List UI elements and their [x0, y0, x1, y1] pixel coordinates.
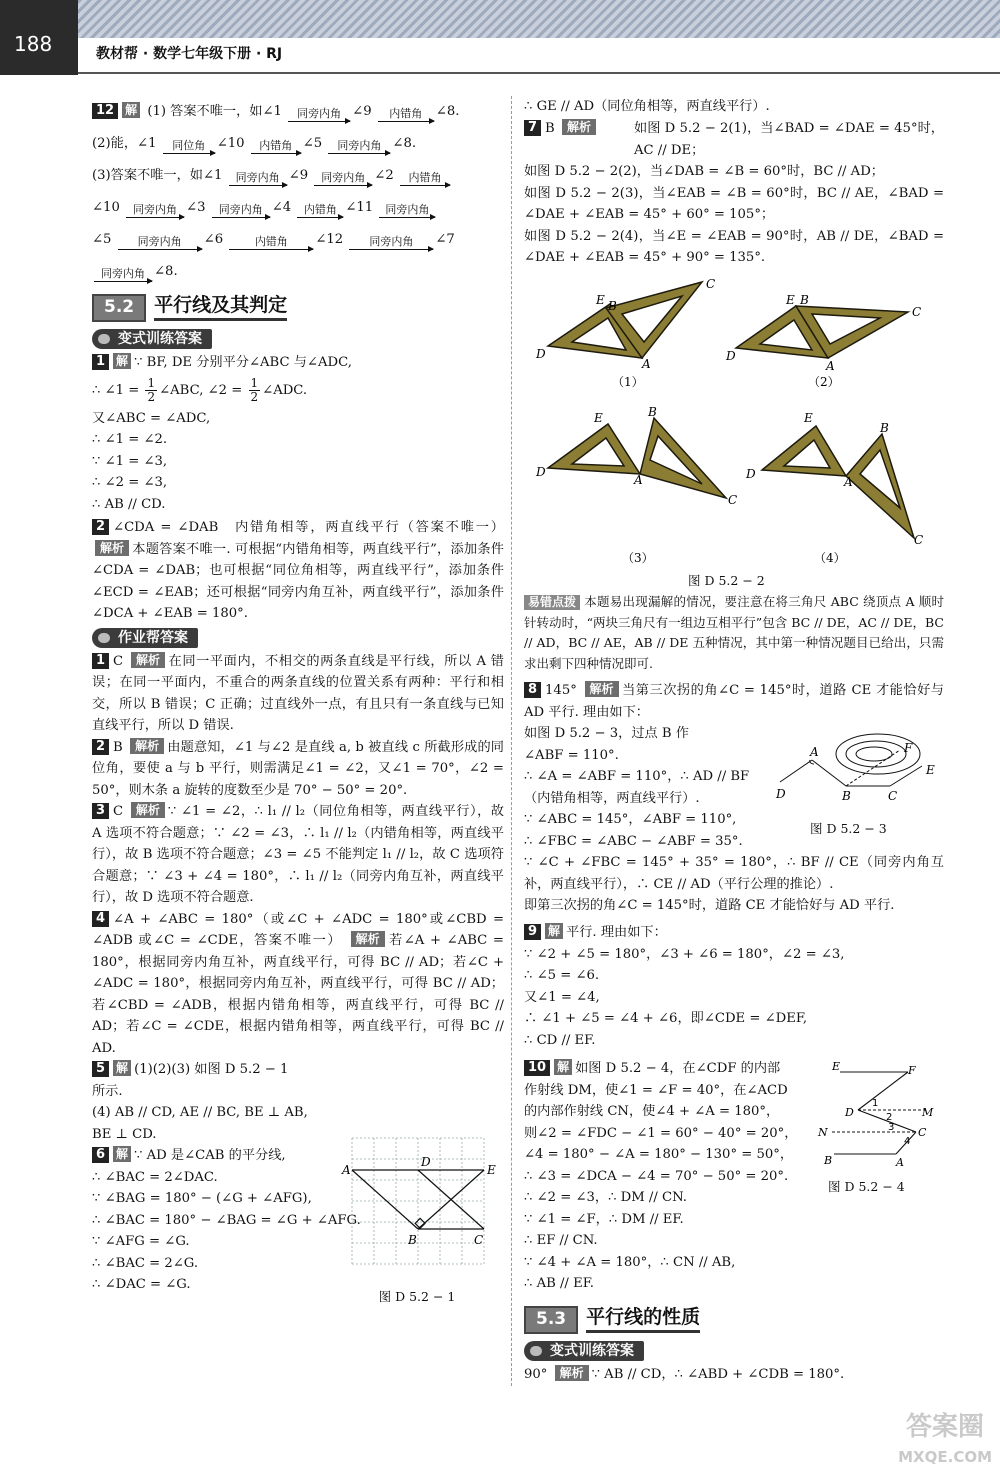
text: ∴ ∠2 = ∠3,	[92, 475, 168, 490]
point-label: B	[842, 789, 851, 803]
watermark-url: MXQE.COM	[898, 1448, 992, 1466]
question-number: 10	[524, 1060, 550, 1076]
text: ∴ ∠BAC = 2∠DAC.	[92, 1169, 218, 1185]
subsection-tag: 变式训练答案	[524, 1341, 644, 1361]
text: 作射线 DM，使∠1 = ∠F = 40°，在∠ACD	[524, 1082, 788, 1098]
text: 如图 D 5.2 − 3，过点 B 作	[524, 726, 689, 741]
question-number: 6	[92, 1147, 109, 1163]
subfigure-caption: （4）	[814, 551, 846, 565]
text: ∠8.	[392, 136, 417, 151]
text: (3)答案不唯一，如∠1	[92, 168, 223, 183]
question-number: 9	[524, 924, 541, 940]
question-number: 1	[92, 354, 109, 370]
point-label: C	[918, 1126, 927, 1139]
text: ∠9	[288, 168, 309, 183]
arrow: 同旁内角	[379, 204, 435, 218]
homework-answer-3	[92, 801, 504, 909]
text: ∴ GE // AD（同位角相等，两直线平行）.	[524, 99, 770, 114]
answer-10	[524, 1058, 814, 1295]
subfigure-caption: （2）	[808, 375, 840, 389]
analysis-text: ∵ AB // CD，∴ ∠ABD + ∠CDB = 180°.	[591, 1367, 845, 1382]
variant-answer-1	[92, 352, 504, 515]
text: （内错角相等，两直线平行）.	[524, 790, 700, 806]
subsection-tag: 作业帮答案	[92, 628, 198, 648]
text: ∵ ∠C + ∠FBC = 145° + 35° = 180°，∴ BF // CE（同旁内角互补，两直线平行），∴ CE // AD（平行公理的推论）.	[524, 855, 944, 892]
answer-text: B	[113, 739, 123, 755]
book-title: 教材帮 · 数学七年级下册 · RJ	[96, 46, 283, 62]
text: 如图 D 5.2 − 2(4)，当∠E = ∠EAB = 90°时，AB // DE，∠BAD = ∠DAE + ∠EAB = 45° + 90° = 135°.	[524, 228, 944, 265]
text: (4) AB // CD, AE // BC, BE ⊥ AB,	[92, 1105, 308, 1120]
text: ∵ ∠4 + ∠A = 180°，∴ CN // AB,	[524, 1254, 736, 1270]
text: ∠10	[92, 200, 120, 215]
fraction: $\frac{1}{2}$	[250, 375, 259, 404]
text: ∵ ∠1 = ∠3,	[92, 453, 168, 469]
arrow: 同旁内角	[126, 204, 184, 218]
point-label: D	[845, 1106, 854, 1119]
text: ∵ BF, DE 分别平分∠ABC 与∠ADC,	[134, 355, 352, 370]
point-label: A	[642, 357, 651, 371]
arrow: 内错角	[400, 172, 450, 186]
text: ∴ ∠1 =	[92, 382, 140, 398]
text: ∵ ∠2 + ∠5 = 180°，∠3 + ∠6 = 180°，∠2 = ∠3,	[524, 946, 845, 962]
point-label: E	[487, 1163, 496, 1177]
text: ∠5	[92, 232, 112, 247]
solution-tag: 解	[554, 1059, 572, 1075]
solution-tag: 解	[113, 353, 131, 369]
subsection-tag: 变式训练答案	[92, 329, 212, 349]
point-label: B	[408, 1233, 417, 1247]
analysis-tag: 解析	[585, 681, 619, 697]
section-title: 平行线的性质	[586, 1307, 700, 1333]
arrow: 同旁内角	[94, 268, 152, 282]
point-label: D	[421, 1155, 431, 1169]
text: ∴ AB // CD.	[92, 496, 166, 512]
solution-tag: 解	[113, 1060, 131, 1076]
point-label: A	[634, 473, 643, 487]
section-number: 5.3	[524, 1306, 578, 1334]
text: ∠12	[315, 232, 344, 247]
angle-label: 4	[904, 1136, 911, 1147]
text: ∠ABF = 110°.	[524, 747, 619, 763]
arrow: 内错角	[251, 140, 301, 154]
text: ∠ADC.	[262, 382, 308, 398]
figure-d5-2-2	[530, 276, 940, 596]
answer-text: C	[113, 653, 124, 669]
page-number-block	[0, 0, 78, 75]
text: ∴ ∠1 + ∠5 = ∠4 + ∠6，即∠CDE = ∠DEF,	[524, 1011, 808, 1026]
figure-caption: 图 D 5.2 − 3	[810, 821, 887, 836]
text: ∠ABC, ∠2 =	[159, 382, 243, 398]
solution-tag: 解	[545, 923, 563, 939]
text: ∠7	[435, 232, 455, 247]
text: 又∠ABC = ∠ADC,	[92, 410, 211, 426]
point-label: B	[800, 293, 809, 307]
homework-answer-4	[92, 909, 504, 1060]
analysis-tag: 解析	[95, 540, 129, 556]
point-label: E	[926, 763, 935, 777]
header-rule	[78, 72, 1000, 74]
point-label: C	[728, 493, 738, 507]
homework-answer-2	[92, 737, 504, 802]
text: ∠4 = 180° − ∠A = 180° − 130° = 50°，	[524, 1147, 794, 1162]
figure-caption: 图 D 5.2 − 4	[828, 1179, 905, 1194]
point-label: E	[786, 293, 795, 307]
text: ∠8.	[435, 104, 460, 119]
ray-diagram	[812, 1058, 942, 1173]
text: 又∠1 = ∠4,	[524, 989, 600, 1005]
subfigure-caption: （1）	[612, 375, 644, 389]
answer-text: ∠CDA = ∠DAB 内错角相等，两直线平行（答案不唯一）	[113, 520, 504, 535]
question-number: 1	[92, 653, 109, 669]
analysis-text: 本题答案不唯一. 可根据“内错角相等，两直线平行”，添加条件∠CDA = ∠DAB；也可根据“同位角相等，两直线平行”，添加条件∠ECD = ∠EAB；还可根据“同旁内角互补，两直线平行”，添加条件∠DCA + ∠EAB = 180°.	[92, 541, 504, 621]
arrow: 同位角	[163, 140, 215, 154]
answer-text: C	[113, 804, 124, 819]
question-number: 3	[92, 803, 109, 819]
point-label: A	[896, 1156, 904, 1169]
point-label: A	[844, 475, 853, 489]
road-diagram	[770, 730, 945, 812]
watermark-text: 答案圈	[906, 1412, 985, 1442]
analysis-text: 当第三次拐的角∠C = 145°时，道路 CE 才能恰好与 AD 平行. 理由如下：	[524, 683, 944, 720]
text: ∠3	[186, 200, 206, 215]
text: 所示.	[92, 1083, 123, 1099]
analysis-tag: 解析	[130, 738, 164, 754]
point-label: N	[818, 1126, 828, 1139]
answer-text: 90°	[524, 1367, 548, 1382]
analysis-tag: 解析	[555, 1365, 589, 1381]
point-label: B	[648, 405, 657, 419]
analysis-text: 在同一平面内，不相交的两条直线是平行线，所以 A 错误；在同一平面内，不重合的两条直线的位置关系有两种：平行和相交，所以 B 错误；C 正确；过直线外一点，有且只有一条直线与已知直线平行，所以 D 错误.	[92, 653, 504, 733]
arrow: 同旁内角	[328, 140, 390, 154]
text: ∵ AD 是∠CAB 的平分线,	[134, 1148, 286, 1163]
point-label: C	[912, 305, 922, 319]
arrow: 内错角	[378, 108, 434, 122]
section-heading	[524, 1306, 944, 1334]
homework-answer-5	[92, 1059, 342, 1145]
point-label: F	[904, 741, 913, 755]
text: ∠6	[203, 232, 224, 247]
error-tip	[524, 592, 944, 674]
arrow: 同旁内角	[349, 236, 433, 250]
section-number: 5.2	[92, 294, 146, 322]
arrow: 同旁内角	[229, 172, 287, 186]
point-label: E	[596, 293, 605, 307]
column-divider	[511, 96, 512, 1386]
question-number: 2	[92, 739, 109, 755]
question-number: 2	[92, 519, 109, 535]
analysis-tag: 解析	[131, 652, 165, 668]
analysis-text: 由题意知，∠1 与∠2 是直线 a, b 被直线 c 所截形成的同位角，要使 a 与 b 平行，则需满足∠1 = ∠2，又∠1 = 70°，∠2 = 50°，则木条 a 旋转的度数至少是 70° − 50° = 20°.	[92, 739, 504, 798]
left-column	[92, 96, 504, 1296]
figure-caption: 图 D 5.2 − 2	[688, 573, 765, 588]
text: ∴ AB // EF.	[524, 1276, 594, 1291]
text: ∵ ∠1 = ∠F，∴ DM // EF.	[524, 1211, 684, 1227]
point-label: A	[810, 745, 819, 759]
point-label: C	[706, 277, 716, 291]
point-label: E	[832, 1060, 841, 1073]
text: 平行. 理由如下：	[566, 925, 667, 940]
answer-7	[524, 118, 944, 269]
analysis-tag: 解析	[351, 931, 385, 947]
question-number: 5	[92, 1061, 109, 1077]
triangles-diagram	[530, 276, 940, 576]
text: 如图 D 5.2 − 2(1)，当∠BAD = ∠DAE = 45°时，AC // DE；	[634, 121, 944, 158]
answer-9	[524, 922, 944, 1051]
point-label: C	[474, 1233, 484, 1247]
text: ∠4	[271, 200, 292, 215]
analysis-tag: 解析	[562, 119, 596, 135]
text: 的内部作射线 CN，使∠4 + ∠A = 180°，	[524, 1104, 780, 1119]
section-5-3	[524, 1300, 944, 1386]
homework-answer-1	[92, 651, 504, 737]
right-column	[524, 96, 944, 269]
text: (2)能，∠1	[92, 136, 157, 151]
solution-tag: 解	[113, 1146, 131, 1162]
text: 如图 D 5.2 − 2(2)，当∠DAB = ∠B = 60°时，BC // AD；	[524, 164, 884, 179]
point-label: B	[608, 299, 617, 313]
tip-text: 本题易出现漏解的情况，要注意在将三角尺 ABC 绕顶点 A 顺时针转动时，“两块三角尺有一组边互相平行”包含 BC // DE，AC // DE，BC // AD，BC // AE，AB // DE 五种情况，其中第一种情况题目已给出，只需求出剩下四种情况即可.	[524, 594, 944, 671]
text: (1) 答案不唯一，如∠1	[147, 104, 282, 119]
header-pattern	[78, 0, 1000, 38]
answer-12	[92, 96, 504, 288]
text: 即第三次拐的角∠C = 145°时，道路 CE 才能恰好与 AD 平行.	[524, 898, 895, 913]
text: ∵ ∠BAG = 180° − (∠G + ∠AFG),	[92, 1191, 312, 1206]
angle-label: 3	[888, 1122, 895, 1133]
point-label: D	[746, 467, 756, 481]
point-label: D	[536, 465, 546, 479]
solution-tag: 解	[122, 102, 140, 118]
figure-caption: 图 D 5.2 − 1	[378, 1288, 456, 1304]
point-label: D	[536, 347, 546, 361]
arrow: 同旁内角	[288, 108, 350, 122]
text: ∠9	[352, 104, 372, 119]
answer-text: 145°	[545, 683, 577, 698]
text: ∴ ∠DAC = ∠G.	[92, 1277, 191, 1292]
point-label: C	[888, 789, 898, 803]
text: 则∠2 = ∠FDC − ∠1 = 60° − 40° = 20°，	[524, 1125, 798, 1141]
answer-text: ∠A + ∠ABC = 180°（或∠C + ∠ADC = 180°或∠CBD = ∠ADB 或∠C = ∠CDE，答案不唯一）	[92, 911, 504, 948]
text: ∵ ∠ABC = 145°，∠ABF = 110°,	[524, 812, 737, 827]
arrow: 内错角	[229, 236, 313, 250]
point-label: D	[776, 787, 786, 801]
text: ∵ ∠AFG = ∠G.	[92, 1234, 190, 1249]
point-label: E	[594, 411, 603, 425]
point-label: M	[922, 1106, 934, 1119]
point-label: E	[804, 411, 813, 425]
arrow: 同旁内角	[212, 204, 270, 218]
text: BE ⊥ CD.	[92, 1126, 157, 1142]
text: (1)(2)(3) 如图 D 5.2 − 1	[134, 1062, 289, 1077]
analysis-text: ∵ ∠1 = ∠2，∴ l₁ // l₂（同位角相等，两直线平行），故 A 选项不符合题意；∵ ∠2 = ∠3，∴ l₁ // l₂（内错角相等，两直线平行），故 B 选项不符合题意；∠3 = ∠5 不能判定 l₁ // l₂，故 C 选项符合题意；∵ ∠3 + ∠4 = 180°，∴ l₁ // l₂（同旁内角互补，两直线平行），故 D 选项不符合题意.	[92, 804, 504, 905]
analysis-text: 若∠A + ∠ABC = 180°，根据同旁内角互补，两直线平行，可得 BC // AD；若∠C + ∠ADC = 180°，根据同旁内角互补，两直线平行，可得 BC // AD；若∠CBD = ∠ADB，根据内错角相等，两直线平行，可得 BC // AD；若∠C = ∠CDE，根据内错角相等，两直线平行，可得 BC // AD.	[92, 933, 504, 1056]
variant-answer-2	[92, 517, 504, 625]
point-label: A	[342, 1163, 351, 1177]
page-number: 188	[14, 32, 53, 56]
fraction: $\frac{1}{2}$	[147, 375, 156, 404]
text: ∠5	[302, 136, 323, 151]
point-label: B	[824, 1154, 833, 1167]
angle-label: 1	[872, 1098, 879, 1109]
figure-d5-2-4	[812, 1058, 942, 1198]
text: ∠8.	[154, 264, 178, 279]
text: ∴ ∠BAC = 2∠G.	[92, 1255, 199, 1271]
arrow: 同旁内角	[118, 236, 202, 250]
arrow: 同旁内角	[314, 172, 372, 186]
section-title: 平行线及其判定	[154, 295, 287, 321]
tip-tag: 易错点拨	[524, 595, 580, 610]
figure-d5-2-1	[342, 1134, 496, 1304]
text: ∴ ∠BAC = 180° − ∠BAG = ∠G + ∠AFG.	[92, 1212, 361, 1228]
text: 如图 D 5.2 − 2(3)，当∠EAB = ∠B = 60°时，BC // AE，∠BAD = ∠DAE + ∠EAB = 45° + 60° = 105°；	[524, 185, 944, 222]
point-label: B	[880, 421, 889, 435]
text: ∴ CD // EF.	[524, 1032, 596, 1048]
text: ∴ ∠2 = ∠3，∴ DM // CN.	[524, 1190, 687, 1205]
text: ∠11	[345, 200, 374, 215]
question-number: 12	[92, 103, 118, 119]
angle-label: 2	[886, 1112, 893, 1123]
text: 如图 D 5.2 − 4，在∠CDF 的内部	[575, 1061, 781, 1076]
text: ∴ ∠1 = ∠2.	[92, 432, 168, 447]
point-label: D	[726, 349, 736, 363]
text: ∴ EF // CN.	[524, 1233, 598, 1248]
question-number: 4	[92, 911, 109, 927]
point-label: F	[908, 1064, 916, 1077]
answer-text: B	[545, 120, 555, 136]
text: ∠2	[374, 168, 394, 183]
point-label: A	[826, 359, 835, 373]
text: ∴ ∠3 = ∠DCA − ∠4 = 70° − 50° = 20°.	[524, 1168, 789, 1184]
figure-d5-2-3	[770, 730, 945, 840]
analysis-tag: 解析	[131, 802, 165, 818]
grid-diagram	[342, 1134, 496, 1274]
arrow: 内错角	[297, 204, 343, 218]
section-heading	[92, 294, 504, 322]
question-number: 8	[524, 682, 541, 698]
point-label: C	[914, 533, 924, 547]
text: ∠10	[216, 136, 245, 151]
text: ∴ ∠A = ∠ABF = 110°，∴ AD // BF	[524, 769, 750, 784]
page-header	[0, 0, 1000, 75]
text: ∴ ∠FBC = ∠ABC − ∠ABF = 35°.	[524, 833, 743, 849]
question-number: 7	[524, 120, 541, 136]
watermark-logo	[898, 1412, 992, 1472]
text: ∴ ∠5 = ∠6.	[524, 968, 600, 983]
subfigure-caption: （3）	[622, 551, 654, 565]
